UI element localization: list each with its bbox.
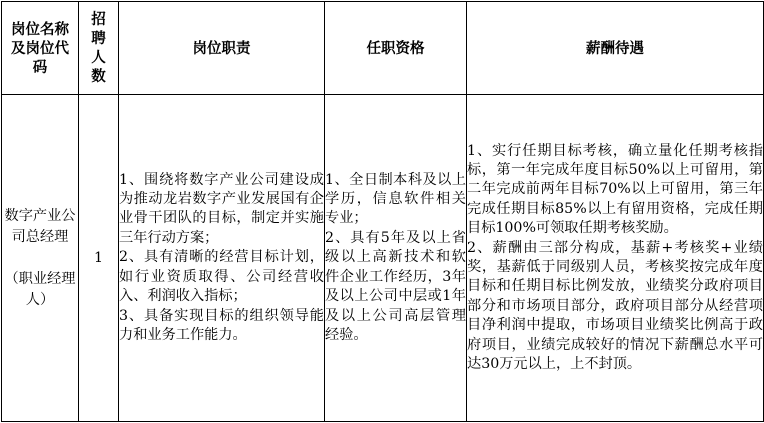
table-row [2, 95, 764, 422]
duties-cell [119, 95, 325, 422]
header-count: 招聘人数 [79, 2, 119, 95]
header-position: 岗位名称及岗位代码 [2, 2, 79, 95]
count-cell: 1 [79, 95, 119, 422]
position-name: 数字产业公司总经理 [4, 207, 76, 245]
compensation-cell [467, 95, 764, 422]
header-row [2, 2, 764, 95]
duty-item: 1、围绕将数字产业公司建设成为推动龙岩数字产业发展国有企业骨干团队的目标，制定并实施三年行动方案； [119, 171, 324, 246]
qualification-item: 2、具有5年及以上省级以上高新技术和软件企业工作经历，3年及以上公司中层或1年及以上公司高层管理经验。 [325, 229, 466, 343]
header-compensation: 薪酬待遇 [467, 2, 764, 95]
qualification-item: 1、全日制本科及以上学历，信息软件相关专业； [325, 171, 466, 227]
duty-item: 3、具备实现目标的组织领导能力和业务工作能力。 [119, 307, 324, 343]
compensation-item: 1、实行任期目标考核，确立量化任期考核指标，第一年完成年度目标50%以上可留用，第二年完成前两年目标70%以上可留用，第三年完成任期目标85%以上有留用资格，完成任期目标100%可领取任期考核奖励。 [467, 142, 763, 237]
duty-item: 2、具有清晰的经营目标计划，如行业资质取得、公司经营收入、利润收入指标； [119, 249, 324, 305]
header-qualifications: 任职资格 [325, 2, 467, 95]
header-duties: 岗位职责 [119, 2, 325, 95]
qualifications-cell [325, 95, 467, 422]
position-cell [2, 95, 79, 422]
recruitment-table [1, 1, 764, 422]
compensation-item: 2、薪酬由三部分构成，基薪+考核奖+业绩奖，基薪低于同级别人员，考核奖按完成年度目标和任期目标比例发放，业绩奖分政府项目部分和市场项目部分，政府项目部分从经营项目净利润中提取，市场项目业绩奖比例高于政府项目，业绩完成较好的情况下薪酬总水平可达30万元以上，上不封顶。 [467, 239, 763, 373]
position-type: （职业经理人） [4, 270, 76, 308]
